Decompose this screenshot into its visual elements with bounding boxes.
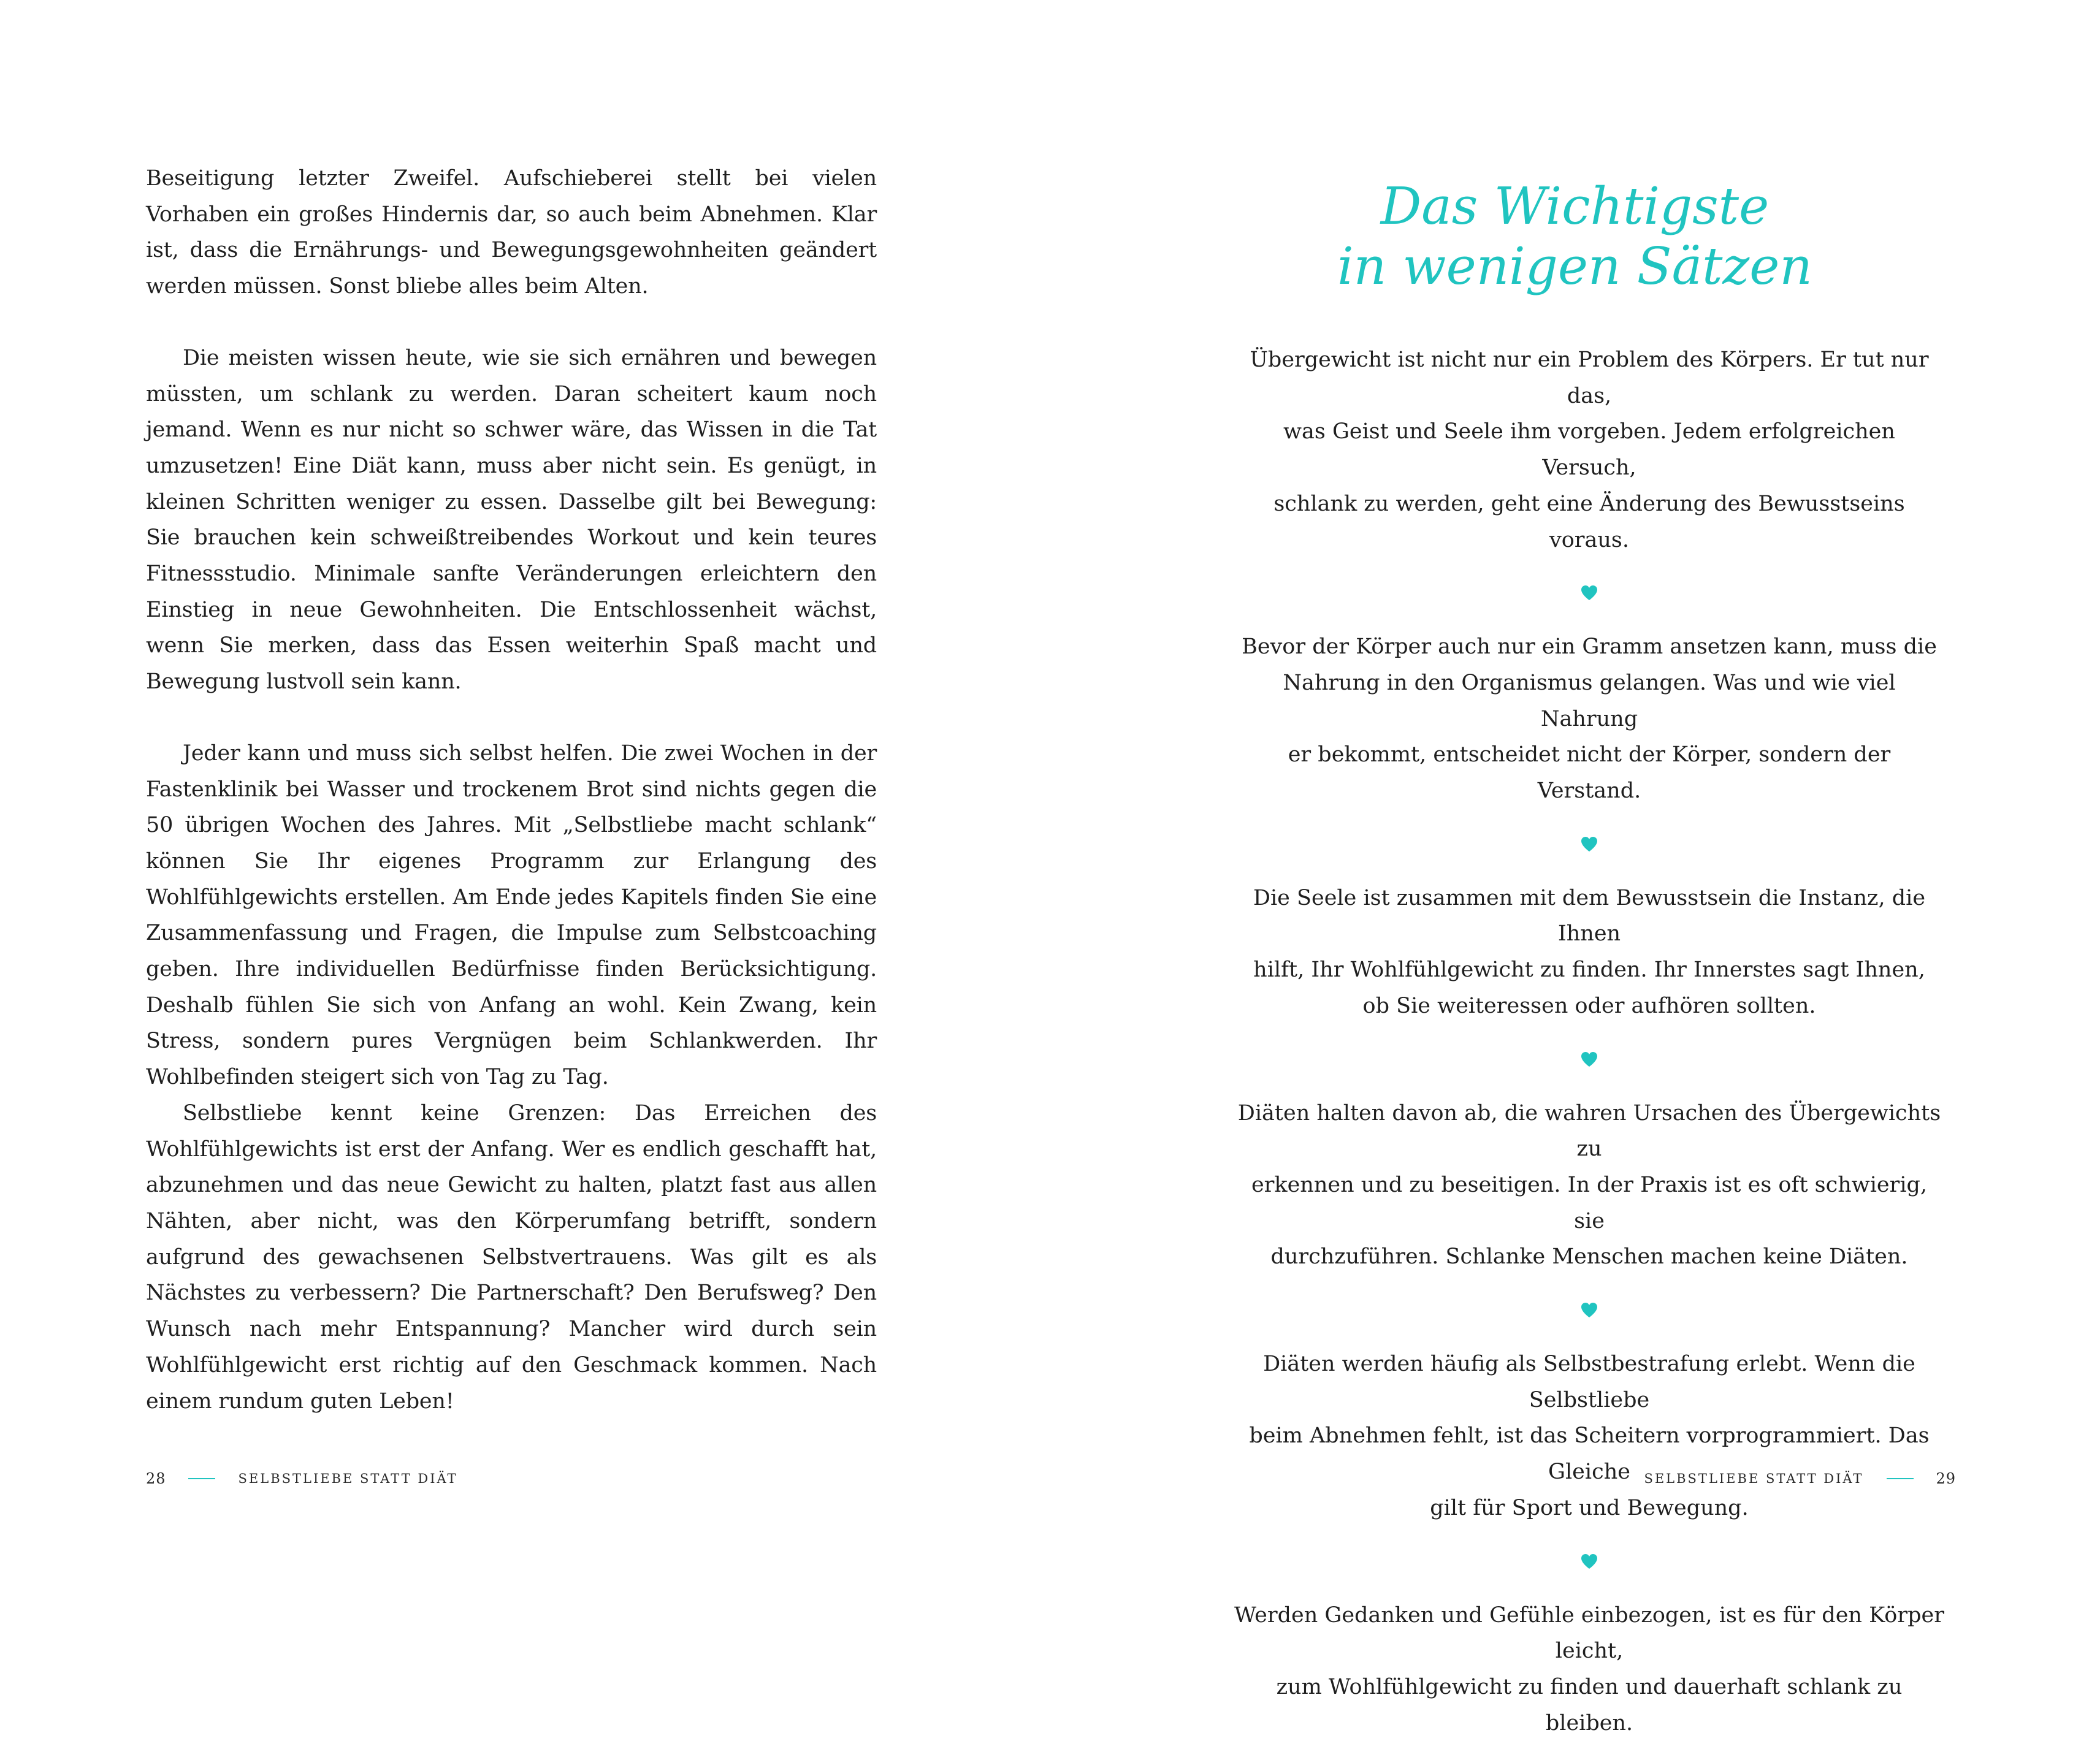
summary-line: Werden Gedanken und Gefühle einbezogen, ist es für den Körper leicht, xyxy=(1234,1602,1944,1664)
running-title: SELBSTLIEBE STATT DIÄT xyxy=(238,1471,458,1486)
heart-icon xyxy=(1581,1553,1598,1569)
heading-line-1: Das Wichtigste xyxy=(1380,176,1770,236)
summary-line: Übergewicht ist nicht nur ein Problem des Körpers. Er tut nur das, xyxy=(1250,348,1929,408)
summary-line: schlank zu werden, geht eine Änderung des Bewusstseins voraus. xyxy=(1273,491,1905,552)
summary-line: Diäten halten davon ab, die wahren Ursachen des Übergewichts zu xyxy=(1237,1100,1941,1162)
summary-line: erkennen und zu beseitigen. In der Praxis ist es oft schwierig, sie xyxy=(1251,1172,1928,1233)
page-number: 29 xyxy=(1936,1470,1956,1487)
summary-line: durchzuführen. Schlanke Menschen machen keine Diäten. xyxy=(1270,1244,1908,1270)
paragraph-3: Jeder kann und muss sich selbst helfen. Die zwei Wochen in der Fastenklinik bei Wasser und trockenem Brot sind nichts gegen die 50 übrigen Wochen des Jahres. Mit „Selbstliebe macht schlank“ können Sie Ihr eigenes Programm zur Erlangung des Wohlfühlgewichts erstellen. Am Ende jedes Kapitels finden Sie eine Zusammenfassung und Fragen, die Impulse zum Selbstcoaching geben. Ihre individuellen Bedürfnisse finden Berücksichtigung. Deshalb fühlen Sie sich von Anfang an wohl. Kein Zwang, kein Stress, sondern pures Vergnügen beim Schlankwerden. Ihr Wohlbefinden steigert sich von Tag zu Tag. xyxy=(146,741,877,1090)
heart-icon xyxy=(1581,585,1598,601)
footer-rule xyxy=(1887,1478,1914,1479)
page-number: 28 xyxy=(146,1470,166,1487)
right-page xyxy=(1050,0,2100,1735)
summary-line: beim Abnehmen fehlt, ist das Scheitern vorprogrammiert. Das Gleiche xyxy=(1249,1423,1930,1485)
summary-line: Bevor der Körper auch nur ein Gramm ansetzen kann, muss die xyxy=(1242,634,1937,660)
summary-item xyxy=(1234,1598,1945,1741)
summary-line: er bekommt, entscheidet nicht der Körper, sondern der Verstand. xyxy=(1288,742,1891,804)
heading-line-2: in wenigen Sätzen xyxy=(1337,236,1812,296)
heart-icon xyxy=(1581,1051,1598,1067)
body-text xyxy=(146,161,877,1419)
paragraph-4: Selbstliebe kennt keine Grenzen: Das Erreichen des Wohlfühlgewichts ist erst der Anfang. Wer es endlich geschafft hat, abzunehmen und das neue Gewicht zu halten, platzt fast aus allen Nähten, aber nicht, was den Körperumfang betrifft, sondern aufgrund des gewachsenen Selbstvertrauens. Was gilt es als Nächstes zu verbessern? Die Partnerschaft? Den Berufsweg? Den Wunsch nach mehr Entspannung? Mancher wird durch sein Wohlfühlgewicht erst richtig auf den Geschmack kommen. Nach einem rundum guten Leben! xyxy=(146,1100,877,1414)
summary-line: ob Sie weiteressen oder aufhören sollten. xyxy=(1362,993,1816,1018)
summary-item xyxy=(1234,629,1945,809)
summary-item xyxy=(1234,880,1945,1024)
summary-line: zum Wohlfühlgewicht zu finden und dauerhaft schlank zu bleiben. xyxy=(1276,1674,1903,1735)
footer-right xyxy=(1644,1466,1956,1491)
summary-item xyxy=(1234,1346,1945,1526)
summary-line: Diäten werden häufig als Selbstbestrafung erlebt. Wenn die Selbstliebe xyxy=(1263,1352,1915,1412)
paragraph-2: Die meisten wissen heute, wie sie sich ernähren und bewegen müssten, um schlank zu werden. Daran scheitert kaum noch jemand. Wenn es nur nicht so schwer wäre, das Wissen in die Tat umzusetzen! Eine Diät kann, muss aber nicht sein. Es genügt, in kleinen Schritten weniger zu essen. Dasselbe gilt bei Bewegung: Sie brauchen kein schweißtreibendes Workout und kein teures Fitnessstudio. Minimale sanfte Veränderungen erleichtern den Einstieg in neue Gewohnheiten. Die Entschlossenheit wächst, wenn Sie merken, dass das Essen weiterhin Spaß macht und Bewegung lustvoll sein kann. xyxy=(146,345,877,695)
heart-icon xyxy=(1581,1302,1598,1318)
paragraph-1: Beseitigung letzter Zweifel. Aufschieberei stellt bei vielen Vorhaben ein großes Hindernis dar, so auch beim Abnehmen. Klar ist, dass die Ernährungs- und Bewegungsgewohnheiten geändert werden müssen. Sonst bliebe alles beim Alten. xyxy=(146,166,877,299)
summary-line: hilft, Ihr Wohlfühlgewicht zu finden. Ihr Innerstes sagt Ihnen, xyxy=(1253,958,1925,983)
running-title: SELBSTLIEBE STATT DIÄT xyxy=(1644,1471,1864,1486)
left-page xyxy=(0,0,1050,1520)
summary-line: Nahrung in den Organismus gelangen. Was und wie viel Nahrung xyxy=(1283,670,1896,731)
summary-line: Die Seele ist zusammen mit dem Bewusstsein die Instanz, die Ihnen xyxy=(1253,885,1926,947)
summary-line: gilt für Sport und Bewegung. xyxy=(1430,1495,1749,1520)
heart-icon xyxy=(1581,836,1598,852)
section-heading xyxy=(1050,177,2100,297)
footer-rule xyxy=(188,1478,215,1479)
footer-left xyxy=(146,1466,458,1491)
summary-line: was Geist und Seele ihm vorgeben. Jedem erfolgreichen Versuch, xyxy=(1283,419,1895,481)
summary-item xyxy=(1234,1095,1945,1276)
summary-list xyxy=(1234,342,1945,1741)
summary-item xyxy=(1234,342,1945,558)
